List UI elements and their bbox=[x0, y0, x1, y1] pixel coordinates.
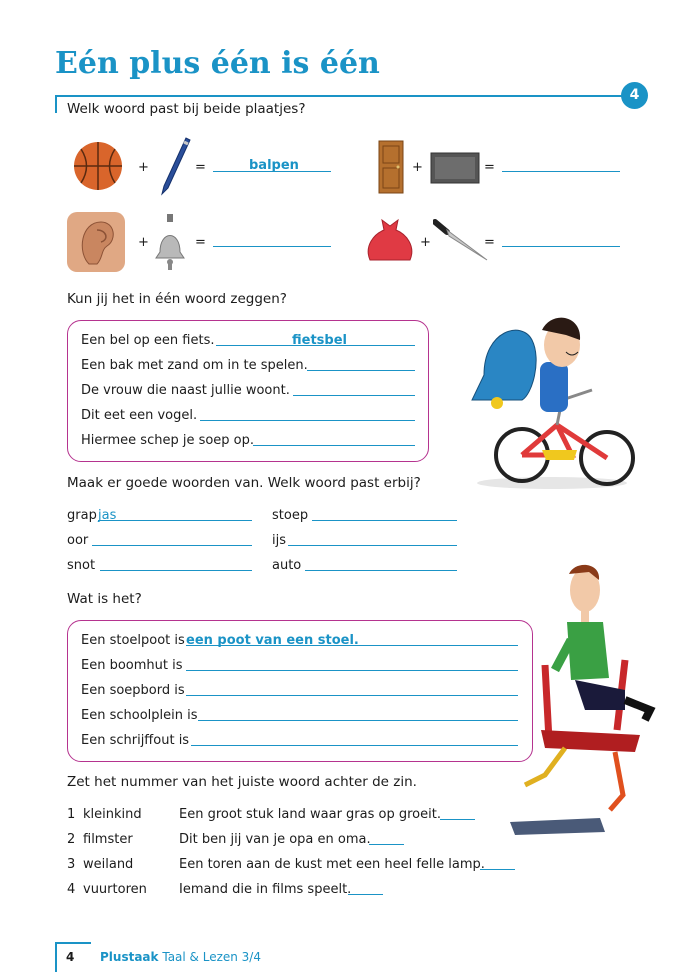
sentence: Een stoelpoot is bbox=[81, 633, 185, 648]
word-stem: grap bbox=[67, 508, 97, 523]
girl-on-bike-illustration bbox=[462, 300, 642, 495]
instruction-2: Kun jij het in één woord zeggen? bbox=[67, 291, 287, 307]
pen-icon bbox=[158, 136, 192, 196]
plus-sign: + bbox=[412, 160, 423, 175]
title-rule bbox=[55, 95, 630, 97]
plus-sign: + bbox=[138, 160, 149, 175]
sentence: Een soepbord is bbox=[81, 683, 185, 698]
answer-blank[interactable] bbox=[307, 370, 415, 371]
equals-sign: = bbox=[484, 160, 495, 175]
footer-brand bbox=[100, 950, 261, 964]
example-answer: jas bbox=[98, 508, 117, 523]
sentence: De vrouw die naast jullie woont. bbox=[81, 383, 290, 398]
answer-blank[interactable] bbox=[92, 545, 252, 546]
equals-sign: = bbox=[195, 235, 206, 250]
equals-sign: = bbox=[195, 160, 206, 175]
example-answer: balpen bbox=[249, 158, 299, 173]
answer-blank[interactable] bbox=[253, 445, 415, 446]
word-stem: oor bbox=[67, 533, 89, 548]
instruction-3: Maak er goede woorden van. Welk woord past erbij? bbox=[67, 475, 421, 491]
answer-blank[interactable] bbox=[198, 720, 518, 721]
item-word: filmster bbox=[83, 832, 133, 847]
item-sentence: Een toren aan de kust met een heel felle lamp. bbox=[179, 857, 485, 872]
answer-blank[interactable] bbox=[305, 570, 457, 571]
answer-blank[interactable] bbox=[440, 819, 475, 820]
item-sentence: Iemand die in films speelt. bbox=[179, 882, 352, 897]
footer-brand-name: Plustaak bbox=[100, 950, 159, 964]
item-word: vuurtoren bbox=[83, 882, 147, 897]
trash-bag-icon bbox=[364, 216, 416, 264]
sentence: Een boomhut is bbox=[81, 658, 183, 673]
item-sentence: Dit ben jij van je opa en oma. bbox=[179, 832, 371, 847]
item-number: 1 bbox=[67, 807, 76, 822]
answer-blank[interactable] bbox=[480, 869, 515, 870]
answer-blank[interactable] bbox=[98, 520, 252, 521]
sentence: Een schoolplein is bbox=[81, 708, 198, 723]
title-rule-tick bbox=[55, 95, 57, 113]
sentence: Dit eet een vogel. bbox=[81, 408, 198, 423]
answer-blank[interactable] bbox=[186, 645, 518, 646]
word-stem: stoep bbox=[272, 508, 309, 523]
word-stem: auto bbox=[272, 558, 302, 573]
man-on-chair-illustration bbox=[505, 560, 665, 840]
footer-subtitle: Taal & Lezen 3/4 bbox=[162, 950, 261, 964]
plus-sign: + bbox=[420, 235, 431, 250]
footer-rule-tick bbox=[55, 942, 57, 972]
instruction-1: Welk woord past bij beide plaatjes? bbox=[67, 101, 306, 117]
item-number: 2 bbox=[67, 832, 76, 847]
item-sentence: Een groot stuk land waar gras op groeit. bbox=[179, 807, 441, 822]
item-word: kleinkind bbox=[83, 807, 142, 822]
knife-icon bbox=[433, 218, 489, 264]
answer-blank[interactable] bbox=[288, 545, 457, 546]
footer-rule bbox=[55, 942, 91, 944]
sentence: Een bak met zand om in te spelen. bbox=[81, 358, 308, 373]
doormat-icon bbox=[430, 152, 480, 184]
answer-blank[interactable] bbox=[186, 670, 518, 671]
ear-icon bbox=[67, 212, 125, 272]
footer-page-number: 4 bbox=[66, 950, 75, 964]
page-badge: 4 bbox=[621, 82, 648, 109]
answer-blank[interactable] bbox=[312, 520, 457, 521]
door-icon bbox=[378, 140, 404, 194]
answer-blank[interactable] bbox=[191, 745, 518, 746]
answer-blank[interactable] bbox=[186, 695, 518, 696]
page-title: Eén plus één is één bbox=[55, 46, 380, 81]
equals-sign: = bbox=[484, 235, 495, 250]
item-word: weiland bbox=[83, 857, 134, 872]
sentence: Hiermee schep je soep op. bbox=[81, 433, 255, 448]
example-answer: fietsbel bbox=[292, 333, 347, 348]
sentence: Een schrijffout is bbox=[81, 733, 190, 748]
answer-blank[interactable] bbox=[200, 420, 415, 421]
example-answer: een poot van een stoel. bbox=[186, 633, 359, 648]
instruction-5: Zet het nummer van het juiste woord achter de zin. bbox=[67, 774, 417, 790]
answer-blank[interactable] bbox=[213, 246, 331, 247]
word-stem: ijs bbox=[272, 533, 286, 548]
bell-icon bbox=[152, 212, 188, 272]
word-stem: snot bbox=[67, 558, 96, 573]
item-number: 3 bbox=[67, 857, 76, 872]
plus-sign: + bbox=[138, 235, 149, 250]
answer-blank[interactable] bbox=[348, 894, 383, 895]
answer-blank[interactable] bbox=[502, 171, 620, 172]
answer-blank[interactable] bbox=[502, 246, 620, 247]
sentence: Een bel op een fiets. bbox=[81, 333, 215, 348]
answer-blank[interactable] bbox=[369, 844, 404, 845]
answer-blank[interactable] bbox=[293, 395, 415, 396]
basketball-icon bbox=[72, 140, 124, 192]
instruction-4: Wat is het? bbox=[67, 591, 142, 607]
item-number: 4 bbox=[67, 882, 76, 897]
answer-blank[interactable] bbox=[100, 570, 252, 571]
